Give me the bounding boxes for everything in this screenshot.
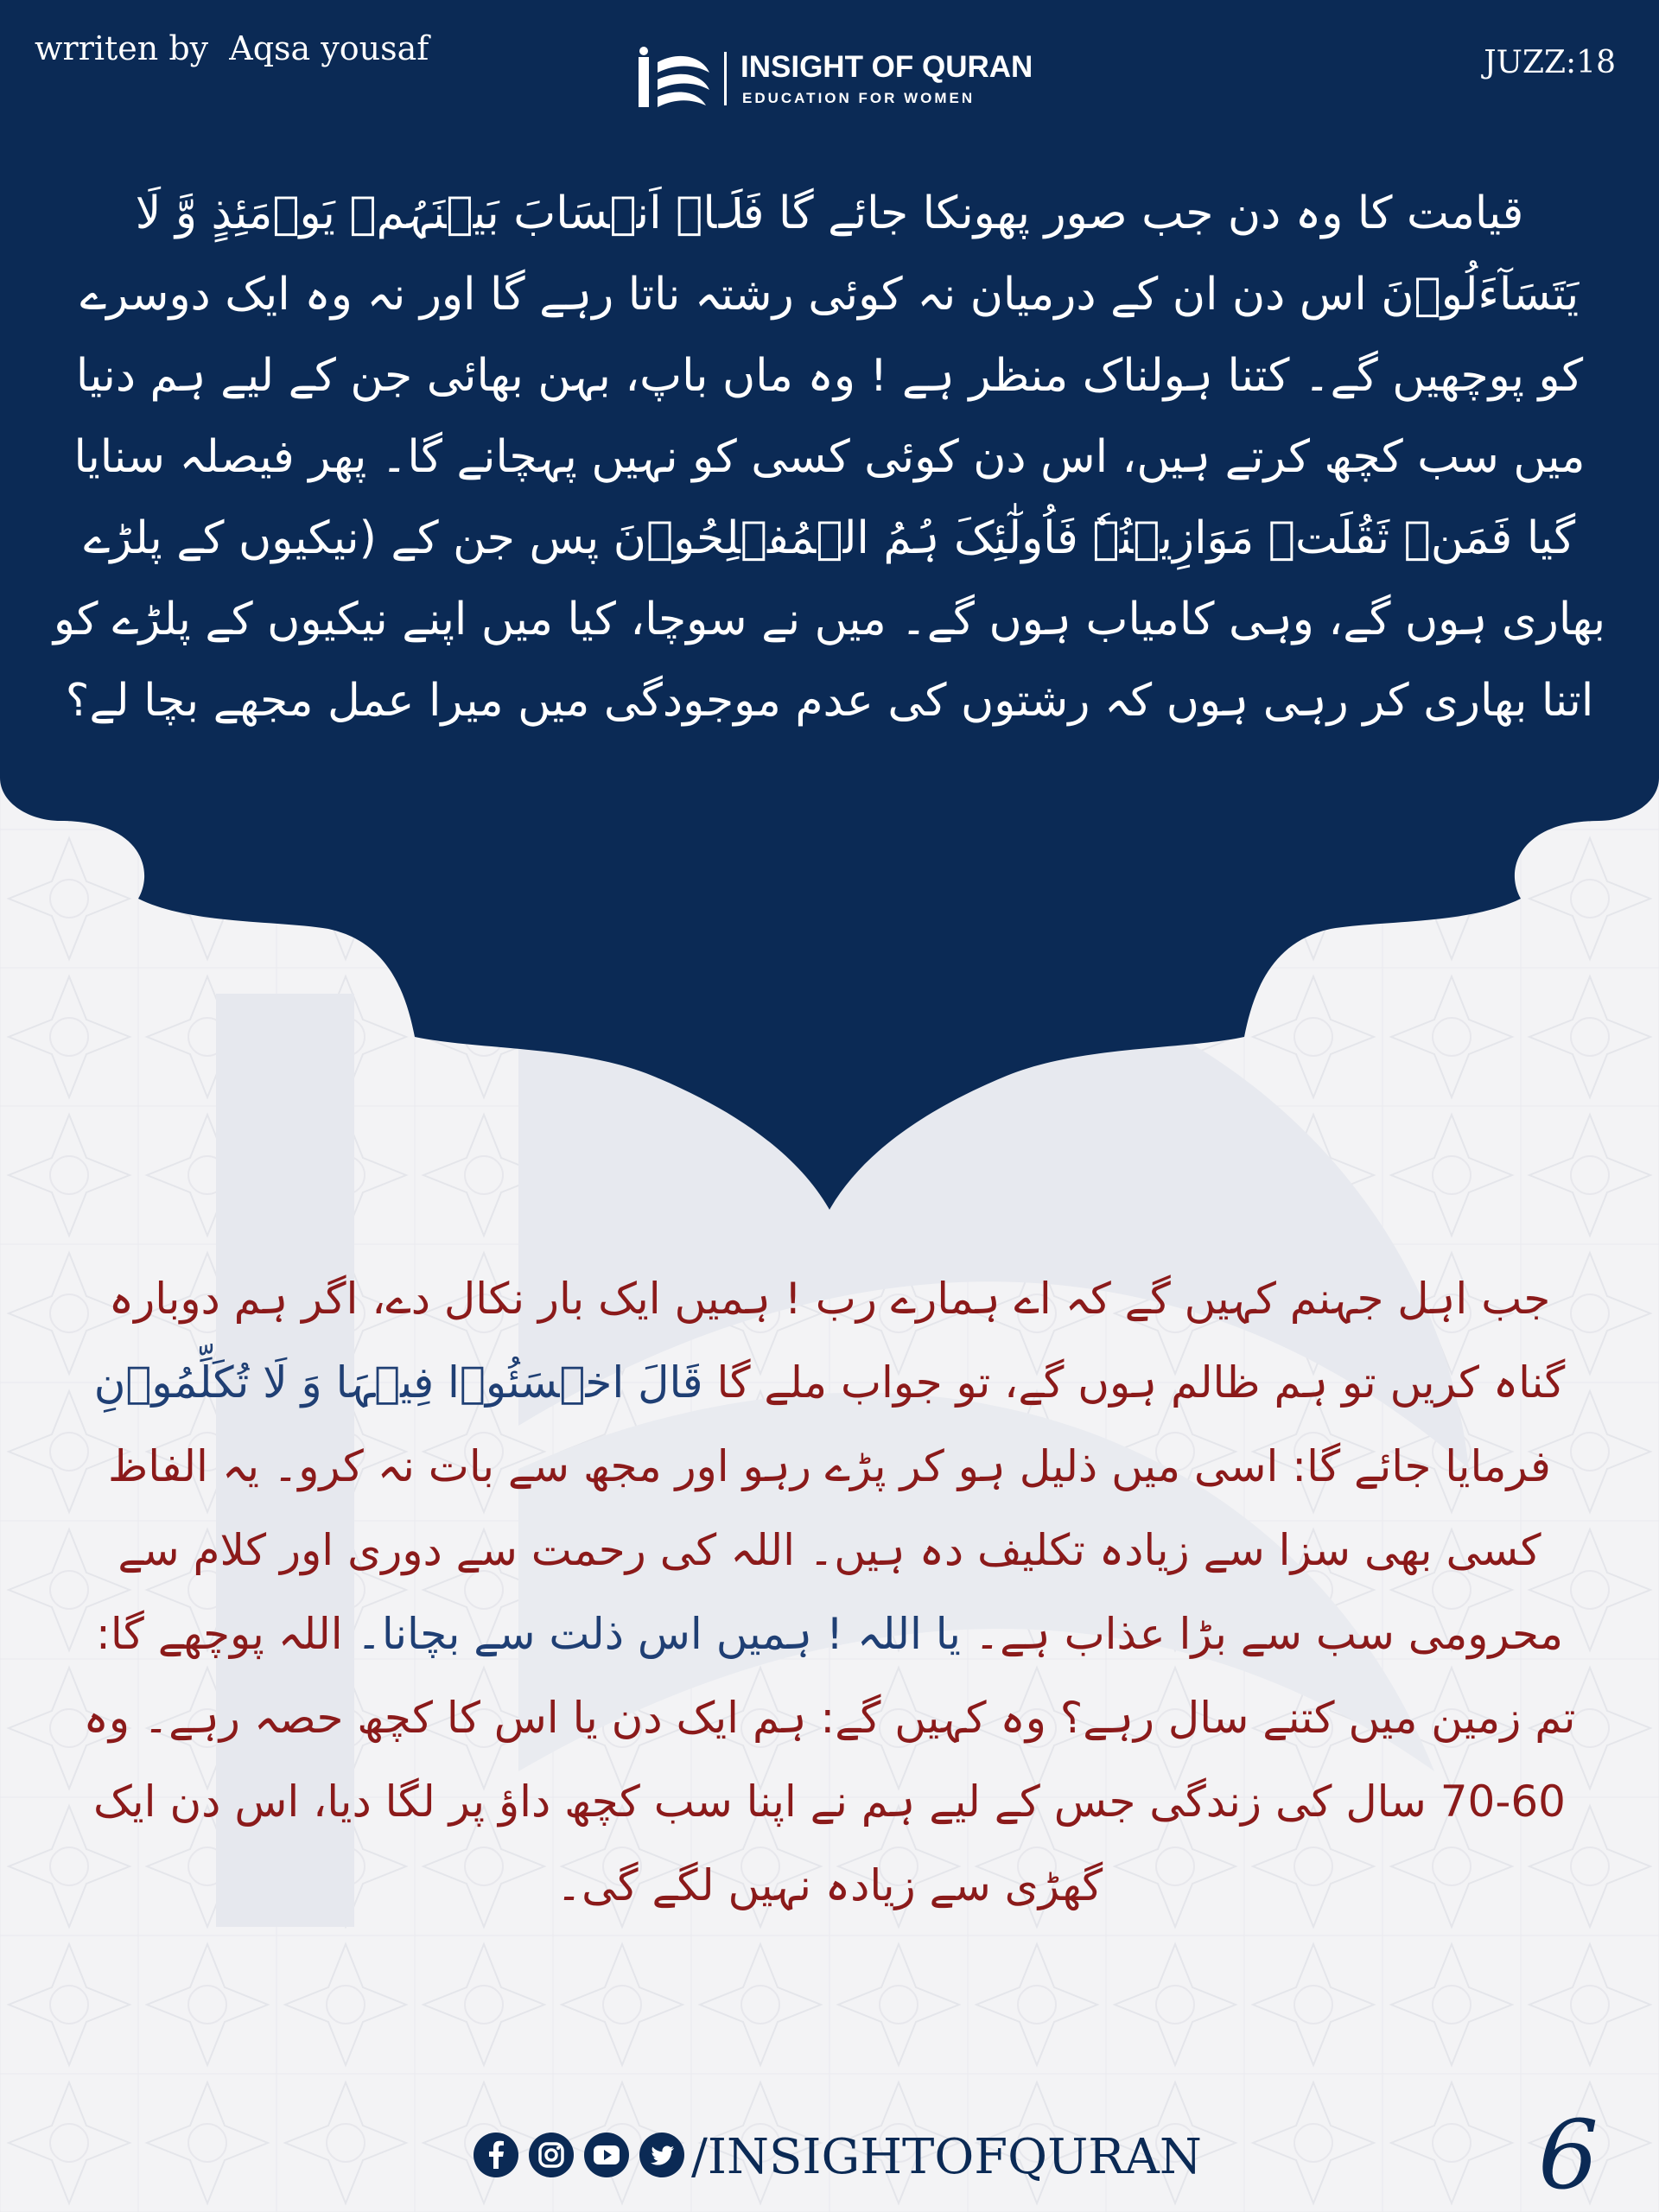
top-paragraph-text-2: اس دن ان کے درمیان نہ کوئی رشتہ ناتا رہے گا اور نہ وہ ایک دوسرے کو پوچھیں گے۔ کتنا ہولناک منظر ہے ! وہ ماں باپ، بہن بھائی جن کے لیے ہم دنیا میں سب کچھ کرتے ہیں، اس دن کوئی کسی کو نہیں پہچانے گا۔ پھر فیصلہ سنایا گیا (73, 269, 1586, 564)
top-paragraph-text-3: پس جن کے (نیکیوں کے پلڑے بھاری ہوں گے، وہی کامیاب ہوں گے۔ میں نے سوچا، کیا میں اپنے نیکیوں کے پلڑے کو اتنا بھاری کر رہی ہوں کہ رشتوں کی عدم موجودگی میں میرا عمل مجھے بچا لے؟ (53, 512, 1606, 727)
bottom-paragraph (78, 1257, 1581, 1928)
quran-verse-3: قَالَ اخۡسَئُوۡا فِیۡہَا وَ لَا تُکَلِّمُوۡنِ (93, 1357, 703, 1408)
brand-mark-icon (635, 45, 713, 112)
top-paragraph (52, 173, 1607, 741)
instagram-icon[interactable] (529, 2133, 574, 2177)
author-credit: wrriten by Aqsa yousaf (35, 29, 429, 67)
juzz-label: JUZZ:18 (1484, 45, 1616, 80)
bottom-paragraph-text-1: جب اہل جہنم کہیں گے کہ اے ہمارے رب ! ہمیں ایک بار نکال دے، اگر ہم دوبارہ گناہ کریں تو ہم ظالم ہوں گے، تو جواب ملے گا (108, 1274, 1566, 1408)
brand-logo (635, 45, 1033, 112)
page-number: 6 (1538, 2100, 1599, 2210)
quran-verse-2: فَمَنۡ ثَقُلَتۡ مَوَازِیۡنُہٗ فَاُولٰٓئِکَ ہُمُ الۡمُفۡلِحُوۡنَ (613, 512, 1513, 564)
top-paragraph-text-1: قیامت کا وہ دن جب صور پھونکا جائے گا (779, 188, 1524, 239)
quran-verse-1: فَلَاۤ اَنۡسَابَ بَیۡنَہُمۡ یَوۡمَئِذٍ وَّ لَا یَتَسَآءَلُوۡنَ (135, 188, 1580, 321)
dua-plea: یا اللہ ! ہمیں اس ذلت سے بچانا۔ (356, 1609, 961, 1659)
footer (0, 2100, 1659, 2210)
twitter-icon[interactable] (639, 2133, 684, 2177)
bottom-paragraph-text-2: فرمایا جائے گا: اسی میں ذلیل ہو کر پڑے رہو اور مجھ سے بات نہ کرو۔ یہ الفاظ کسی بھی سزا سے زیادہ تکلیف دہ ہیں۔ اللہ کی رحمت سے دوری اور کلام سے محرومی سب سے بڑا عذاب ہے۔ (108, 1441, 1564, 1659)
youtube-icon[interactable] (584, 2133, 629, 2177)
bottom-paragraph-text-3: اللہ پوچھے گا: تم زمین میں کتنے سال رہے؟ وہ کہیں گے: ہم ایک دن یا اس کا کچھ حصہ رہے۔ وہ 60-70 سال کی زندگی جس کے لیے ہم نے اپنا سب کچھ داؤ پر لگا دیا، اس دن ایک گھڑی سے زیادہ نہیں لگے گی۔ (83, 1609, 1576, 1910)
logo-divider (724, 52, 727, 105)
social-handle[interactable]: /INSIGHTOFQURAN (691, 2129, 1202, 2185)
logo-subtitle: EDUCATION FOR WOMEN (742, 90, 976, 106)
logo-title: INSIGHT OF QURAN (741, 50, 1033, 84)
facebook-icon[interactable] (474, 2133, 518, 2177)
